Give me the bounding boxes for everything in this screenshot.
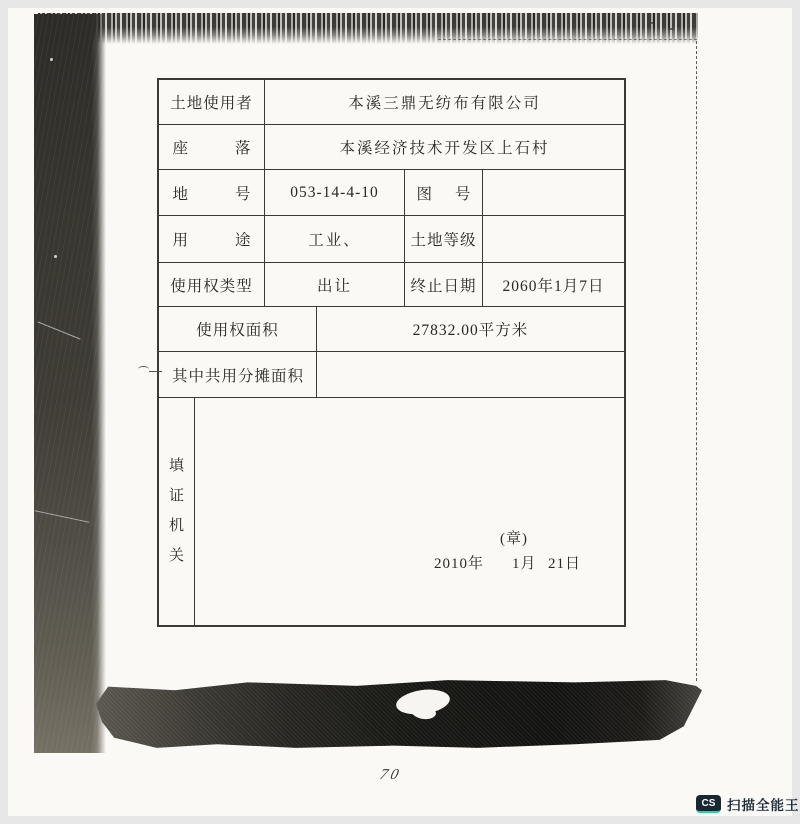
- seal-placeholder: (章): [500, 531, 528, 547]
- scan-speck: [54, 255, 57, 258]
- usage-label-char: 途: [234, 232, 251, 249]
- land-user-label: 土地使用者: [159, 80, 265, 124]
- plot-number-value: 053-14-4-10: [265, 170, 405, 215]
- map-label-char: 图: [416, 185, 433, 203]
- issuer-label-char: 机: [168, 518, 184, 534]
- scan-shadow-bottom: [96, 678, 702, 750]
- plot-label-char: 号: [234, 185, 251, 203]
- page-number: 70: [378, 767, 404, 783]
- land-use-certificate-table: [157, 78, 626, 627]
- location-value: 本溪经济技术开发区上石村: [339, 140, 550, 157]
- issue-date-day: 21日: [548, 556, 582, 572]
- end-date-label: 终止日期: [405, 263, 483, 306]
- land-grade-value: [483, 216, 624, 262]
- right-type-label: 使用权类型: [159, 263, 265, 306]
- paper-edge-crease-vertical: [696, 41, 697, 681]
- row-location: [159, 125, 624, 170]
- camscanner-logo-icon: CS: [696, 795, 721, 813]
- location-label-char: 落: [234, 140, 251, 157]
- end-date-value: 2060年1月7日: [502, 277, 605, 295]
- camscanner-watermark: [696, 794, 800, 814]
- scan-artifact-tick: [138, 366, 149, 372]
- row-plot-number: [159, 170, 624, 216]
- issuer-label-char: 证: [168, 488, 184, 504]
- issuer-content: [195, 398, 624, 625]
- land-user-value: 本溪三鼎无纺布有限公司: [348, 95, 541, 112]
- shared-area-label: 其中共用分摊面积: [159, 352, 317, 397]
- row-land-user: [159, 80, 624, 125]
- plot-label-char: 地: [172, 185, 189, 203]
- seal-and-date: [434, 527, 594, 573]
- scan-shadow-left: [34, 14, 106, 753]
- usage-label: [159, 216, 265, 262]
- usage-label-char: 用: [172, 232, 189, 249]
- map-number-label: [405, 170, 483, 215]
- camscanner-watermark-text: 扫描全能王: [727, 798, 800, 813]
- issuer-label-char: 关: [168, 548, 184, 564]
- scan-speck: [650, 22, 653, 24]
- land-grade-label: 土地等级: [405, 216, 483, 262]
- row-usage: [159, 216, 624, 263]
- row-issuer: [159, 398, 624, 625]
- right-area-label: 使用权面积: [159, 307, 317, 351]
- shared-area-value: [317, 352, 624, 397]
- right-type-value: 出让: [265, 263, 405, 306]
- location-label: [159, 125, 265, 169]
- scan-artifact-dash: [149, 371, 162, 372]
- map-number-value: [483, 170, 624, 215]
- issue-date-year: 2010年: [434, 556, 485, 572]
- map-label-char: 号: [454, 185, 471, 203]
- location-label-char: 座: [172, 140, 189, 157]
- scan-shadow-top: [38, 13, 698, 44]
- issue-date: [434, 552, 594, 573]
- issuer-label: [159, 398, 195, 625]
- issuer-label-char: 填: [168, 458, 184, 474]
- scan-speck: [670, 28, 673, 30]
- scan-speck: [50, 58, 53, 61]
- right-area-value: 27832.00平方米: [412, 322, 529, 339]
- usage-value: 工业、: [265, 216, 405, 262]
- plot-number-label: [159, 170, 265, 215]
- issue-date-month: 1月: [512, 556, 537, 572]
- row-shared-area: [159, 352, 624, 398]
- row-right-area: [159, 307, 624, 352]
- row-right-type: [159, 263, 624, 307]
